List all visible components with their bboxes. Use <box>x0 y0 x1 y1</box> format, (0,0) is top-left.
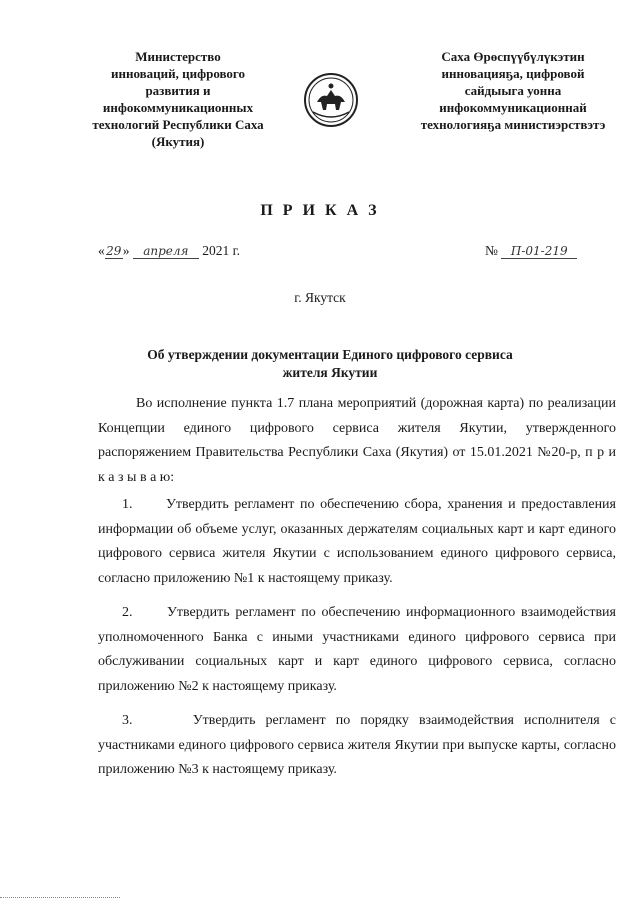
coat-of-arms-emblem <box>303 72 359 128</box>
date-year: 2021 г. <box>202 243 241 258</box>
order-body <box>98 392 616 793</box>
order-item: 1. Утвердить регламент по обеспечению сбора, хранения и предоставления информации об объеме услуг, оказанных держателям социальных карт и карт единого цифрового сервиса жителя Якутии с использованием единого цифрового сервиса, согласно приложению №1 к настоящему приказу. <box>98 497 616 586</box>
ministry-line: Саха Өрөспүүбүлүкэтин <box>441 49 585 64</box>
ministry-line: технологий Республики Саха <box>92 117 264 132</box>
ministry-line: инфокоммуникационнай <box>439 100 587 115</box>
ministry-line: развития и <box>145 83 211 98</box>
order-subject: Об утверждении документации Единого цифрового сервиса жителя Якутии <box>147 347 513 380</box>
city: г. Якутск <box>294 290 346 305</box>
document-title: П Р И К А З <box>260 202 380 219</box>
ministry-name-sakha <box>388 48 638 133</box>
intro-paragraph: Во исполнение пункта 1.7 плана мероприятий (дорожная карта) по реализации Концепции единого цифрового сервиса жителя Якутии, утвержденного распоряжением Правительства Республики Саха (Якутия) от 15.01.2021 №20-р, п р и к а з ы в а ю: <box>98 396 616 485</box>
ministry-line: (Якутия) <box>151 134 205 149</box>
ministry-line: Министерство <box>135 49 221 64</box>
ministry-line: инноваций, цифрового <box>110 66 246 81</box>
ministry-line: инфокоммуникационных <box>102 100 254 115</box>
ministry-name-russian <box>78 48 278 150</box>
date-quote-close: » <box>122 243 130 258</box>
number-label: № <box>485 243 498 258</box>
ministry-line: технологияҕа министиэрствэтэ <box>420 117 606 132</box>
order-item: 2. Утвердить регламент по обеспечению информационного взаимодействия уполномоченного Банка с иными участниками единого цифрового сервиса при обслуживании социальных карт и карт единого цифрового сервиса, согласно приложению №2 к настоящему приказу. <box>98 605 616 694</box>
order-item: 3. Утвердить регламент по порядку взаимодействия исполнителя с участниками единого цифрового сервиса жителя Якутии при выпуске карты, согласно приложению №3 к настоящему приказу. <box>98 713 616 777</box>
date-day: 29 <box>106 244 122 258</box>
footer-dotted-line <box>0 897 120 899</box>
ministry-line: сайдыыга уонна <box>464 83 562 98</box>
number-value: П-01-219 <box>501 244 577 259</box>
date-month: апреля <box>133 244 199 259</box>
date-quote-open: « <box>98 243 105 258</box>
order-date <box>98 243 240 259</box>
ministry-line: инновацияҕа, цифровой <box>441 66 585 81</box>
order-number <box>485 243 577 259</box>
